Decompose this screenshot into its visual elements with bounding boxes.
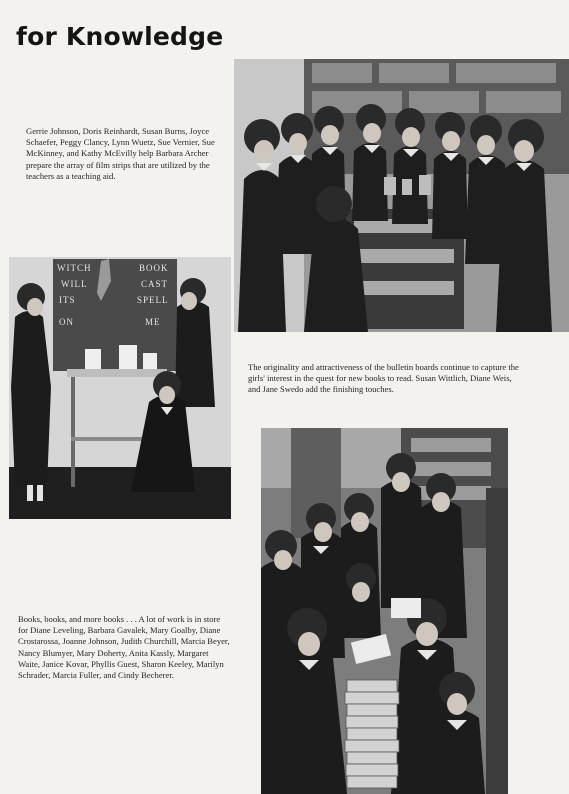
bulletin-word: CAST xyxy=(141,279,169,289)
bulletin-word: ITS xyxy=(59,295,76,305)
bulletin-word: BOOK xyxy=(139,263,169,273)
bulletin-word: SPELL xyxy=(137,295,169,305)
caption-books: Books, books, and more books . . . A lot of work is in store for Diane Leveling, Barbara Gavalek, Mary Goalby, Diane Crostarossa, Joanne Johnson, Judith Churchill, Marcia Beyer, Nancy Blumyer, Mary Doherty, Anita Kassly, Margaret Waite, Janice Kovar, Phyllis Guest, Sharon Keeley, Marilyn Schrader, Marcia Fuller, and Cindy Becherer. xyxy=(18,614,230,681)
photo-bulletin-board xyxy=(9,257,231,519)
bulletin-word: ME xyxy=(145,317,161,327)
bulletin-word: ON xyxy=(59,317,74,327)
page-title: for Knowledge xyxy=(16,22,224,51)
bulletin-word: WITCH xyxy=(57,263,92,273)
caption-bulletin-board: The originality and attractiveness of the bulletin boards continue to capture the girls' interest in the quest for new books to read. Susan Wittlich, Diane Weis, and Jane Swedo add the finishing touches. xyxy=(248,362,519,395)
caption-filmstrips: Gerrie Johnson, Doris Reinhardt, Susan Burns, Joyce Schaefer, Peggy Clancy, Lynn Wuetz, Sue Vernier, Sue McKinney, and Kathy McEvilly help Barbara Archer prepare the array of film strips that are utilized by the teachers as a teaching aid. xyxy=(26,126,215,181)
bulletin-word: WILL xyxy=(61,279,88,289)
photo-book-stacks xyxy=(261,428,508,794)
photo-film-strips xyxy=(234,59,569,332)
